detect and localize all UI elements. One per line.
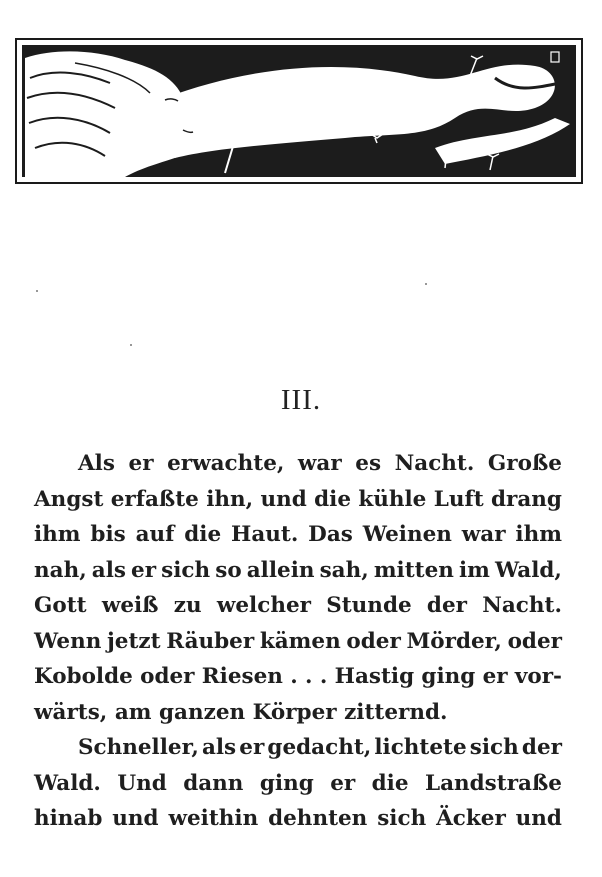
word: oder — [140, 664, 195, 689]
body-text — [34, 446, 562, 837]
word: lichtete — [374, 735, 467, 760]
word: jetzt — [107, 628, 161, 654]
text-line — [34, 517, 562, 553]
word: Als — [78, 451, 115, 476]
text-line — [34, 446, 562, 482]
word: war — [461, 522, 506, 547]
word: oder — [507, 628, 562, 654]
paper-speck — [425, 283, 427, 285]
chapter-heading: III. — [280, 384, 322, 416]
paper-speck — [130, 344, 132, 346]
word: so — [215, 557, 242, 583]
word: dehnten — [268, 806, 368, 831]
word: Luft — [433, 486, 484, 512]
word: welcher — [216, 593, 311, 618]
word: ihn, — [206, 486, 254, 512]
word: zitternd. — [344, 699, 448, 725]
word: kühle — [358, 486, 427, 512]
word: Landstraße — [424, 770, 562, 796]
word: und — [260, 486, 307, 512]
word: als — [91, 557, 126, 583]
text-line — [34, 730, 562, 766]
paper-speck — [36, 290, 38, 292]
word: zu — [173, 593, 202, 618]
word: weithin — [168, 806, 259, 831]
word: mitten — [373, 557, 454, 583]
word: dann — [183, 770, 244, 796]
word: Nacht. — [394, 451, 475, 476]
word: . — [319, 664, 328, 689]
word: der — [426, 593, 467, 618]
word: Mörder, — [406, 628, 502, 654]
word: Das — [308, 522, 353, 547]
word: Angst — [34, 486, 104, 512]
word: er — [239, 735, 265, 760]
word: nah, — [34, 557, 87, 583]
word: oder — [346, 628, 401, 654]
text-line — [34, 801, 562, 837]
word: Räuber — [166, 628, 255, 654]
word: . — [290, 664, 298, 689]
text-line — [34, 588, 562, 624]
word: Stunde — [326, 593, 412, 618]
word: ging — [259, 770, 314, 796]
text-line — [34, 695, 562, 731]
word: bis — [90, 522, 126, 547]
word: sich — [377, 806, 427, 831]
word: allein — [246, 557, 315, 583]
word: Wenn — [34, 628, 102, 654]
word: wärts, — [34, 699, 108, 725]
word: Kobolde — [34, 664, 133, 689]
word: und — [515, 806, 562, 831]
word: Körper — [252, 699, 337, 725]
word: ganzen — [159, 699, 246, 725]
word: Haut. — [231, 522, 299, 547]
word: hinab — [34, 806, 103, 831]
word: die — [184, 522, 222, 547]
text-line — [34, 482, 562, 518]
word: gedacht, — [267, 735, 372, 760]
word: ihm — [515, 522, 562, 547]
word: . — [305, 664, 313, 689]
word: es — [355, 451, 382, 476]
word: kämen — [259, 628, 341, 654]
word: drang — [491, 486, 562, 512]
word: Nacht. — [482, 593, 562, 618]
word: ihm — [34, 522, 81, 547]
word: Wald. — [34, 770, 101, 796]
word: erfaßte — [110, 486, 199, 512]
word: die — [371, 770, 409, 796]
word: Riesen — [201, 664, 283, 689]
text-line — [34, 624, 562, 660]
word: Hastig — [334, 664, 415, 689]
word: auf — [135, 522, 175, 547]
word: er — [131, 557, 157, 583]
word: Gott — [34, 593, 87, 618]
word: und — [112, 806, 159, 831]
word: er — [330, 770, 356, 796]
word: ging — [421, 664, 476, 689]
text-line — [34, 766, 562, 802]
word: als — [201, 735, 237, 760]
word: der — [521, 735, 562, 760]
word: Weinen — [362, 522, 452, 547]
word: erwachte, — [167, 451, 285, 476]
word: die — [314, 486, 352, 512]
word: am — [114, 699, 152, 725]
word: Äcker — [436, 806, 506, 831]
word: Schneller, — [78, 735, 199, 760]
word: Und — [117, 770, 167, 796]
text-line — [34, 553, 562, 589]
word: Wald, — [494, 557, 562, 583]
word: weiß — [101, 593, 159, 618]
word: sah, — [319, 557, 369, 583]
word: im — [458, 557, 490, 583]
word: war — [297, 451, 342, 476]
word: vor- — [514, 664, 562, 689]
text-line — [34, 659, 562, 695]
word: er — [128, 451, 154, 476]
word: Große — [487, 451, 562, 476]
header-vignette-illustration — [15, 38, 583, 184]
word: sich — [469, 735, 519, 760]
word: er — [482, 664, 508, 689]
word: sich — [161, 557, 211, 583]
